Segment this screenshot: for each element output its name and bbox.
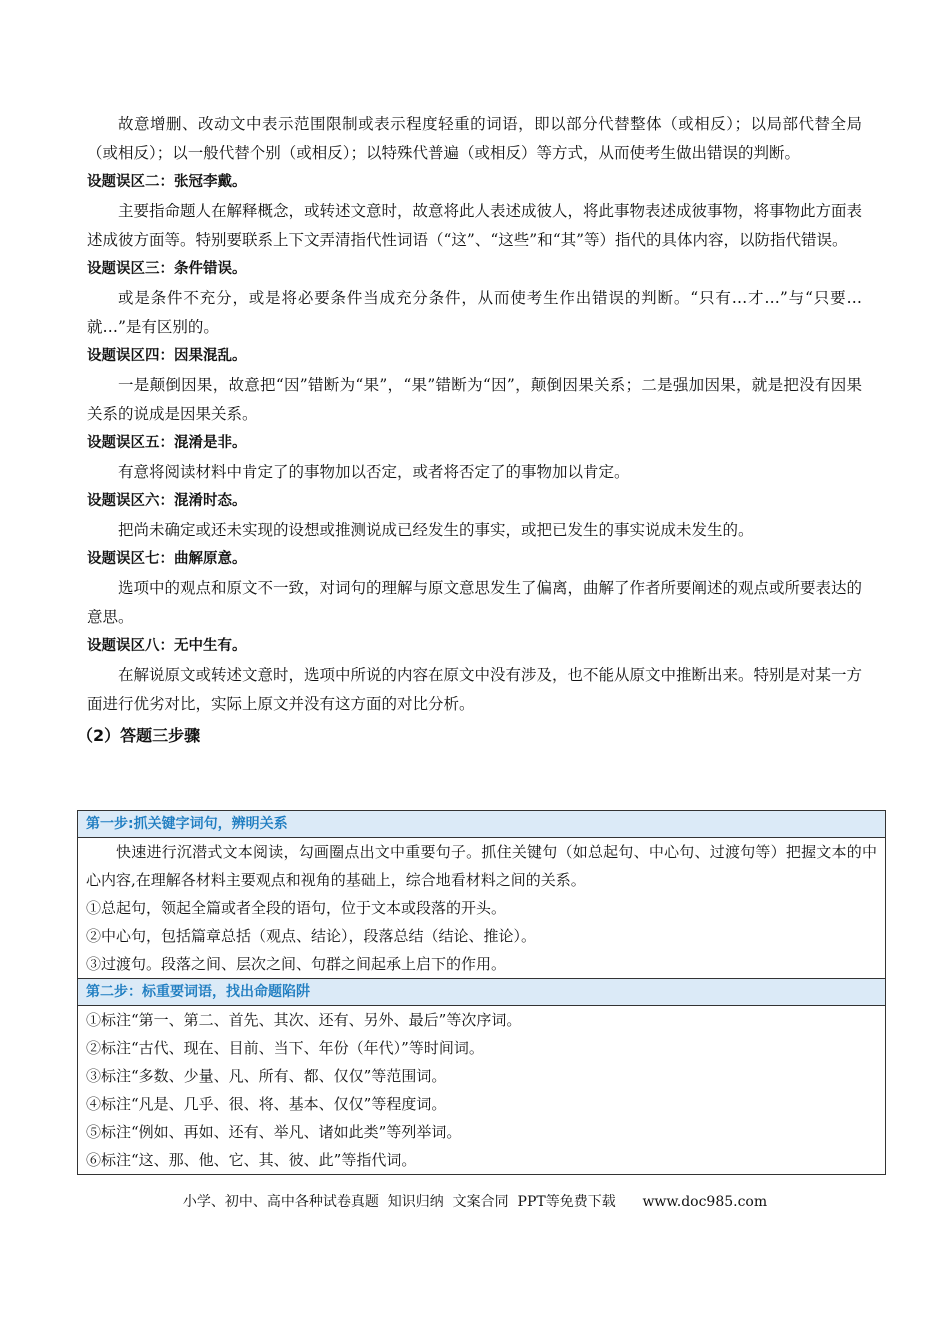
trap-text: 一是颠倒因果，故意把“因”错断为“果”，“果”错断为“因”，颠倒因果关系；二是强加因果，就是把没有因果关系的说成是因果关系。 bbox=[87, 376, 862, 423]
trap-text: 把尚未确定或还未实现的设想或推测说成已经发生的事实，或把已发生的事实说成未发生的。 bbox=[118, 521, 754, 539]
step-item: ②标注“古代、现在、目前、当下、年份（年代）”等时间词。 bbox=[86, 1039, 484, 1057]
trap-text: 或是条件不充分，或是将必要条件当成充分条件，从而使考生作出错误的判断。“只有…才…”与“只要…就…”是有区别的。 bbox=[87, 289, 862, 336]
trap-heading: 设题误区三：条件错误。 bbox=[87, 261, 247, 277]
trap-heading: 设题误区八：无中生有。 bbox=[87, 638, 247, 654]
footer-text: 小学、初中、高中各种试卷真题 知识归纳 文案合同 PPT等免费下载 bbox=[182, 1194, 616, 1210]
step-item: ①总起句，领起全篇或者全段的语句，位于文本或段落的开头。 bbox=[86, 899, 507, 917]
section-title: （2）答题三步骤 bbox=[77, 726, 201, 745]
step-item: ③标注“多数、少量、凡、所有、都、仅仅”等范围词。 bbox=[86, 1067, 447, 1085]
step-body bbox=[78, 838, 886, 979]
footer-url[interactable]: www.doc985.com bbox=[642, 1194, 768, 1210]
trap-heading: 设题误区六：混淆时态。 bbox=[87, 493, 247, 509]
trap-text: 有意将阅读材料中肯定了的事物加以否定，或者将否定了的事物加以肯定。 bbox=[118, 463, 630, 481]
trap-heading: 设题误区二：张冠李戴。 bbox=[87, 174, 247, 190]
step-intro: 快速进行沉潜式文本阅读，勾画圈点出文中重要句子。抓住关键句（如总起句、中心句、过渡句等）把握文本的中心内容,在理解各材料主要观点和视角的基础上，综合地看材料之间的关系。 bbox=[86, 843, 877, 889]
step-item: ⑤标注“例如、再如、还有、举凡、诸如此类”等列举词。 bbox=[86, 1123, 462, 1141]
main-content bbox=[77, 110, 863, 751]
step-item: ③过渡句。段落之间、层次之间、句群之间起承上启下的作用。 bbox=[86, 955, 507, 973]
trap-text: 在解说原文或转述文意时，选项中所说的内容在原文中没有涉及，也不能从原文中推断出来。特别是对某一方面进行优劣对比，实际上原文并没有这方面的对比分析。 bbox=[87, 666, 863, 713]
trap-heading: 设题误区七：曲解原意。 bbox=[87, 551, 247, 567]
step-header: 第二步：标重要词语，找出命题陷阱 bbox=[78, 979, 886, 1006]
step-body bbox=[78, 1006, 886, 1175]
trap-text: 选项中的观点和原文不一致，对词句的理解与原文意思发生了偏离，曲解了作者所要阐述的观点或所要表达的意思。 bbox=[87, 579, 863, 626]
step-item: ④标注“凡是、几乎、很、将、基本、仅仅”等程度词。 bbox=[86, 1095, 447, 1113]
step-item: ⑥标注“这、那、他、它、其、彼、此”等指代词。 bbox=[86, 1151, 417, 1169]
step-item: ①标注“第一、第二、首先、其次、还有、另外、最后”等次序词。 bbox=[86, 1011, 522, 1029]
page-footer bbox=[0, 1192, 950, 1212]
trap-text: 主要指命题人在解释概念，或转述文意时，故意将此人表述成彼人，将此事物表述成彼事物，将事物此方面表述成彼方面等。特别要联系上下文弄清指代性词语（“这”、“这些”和“其”等）指代的具体内容，以防指代错误。 bbox=[87, 202, 863, 249]
intro-paragraph: 故意增删、改动文中表示范围限制或表示程度轻重的词语，即以部分代替整体（或相反）；以局部代替全局（或相反）；以一般代替个别（或相反）；以特殊代普遍（或相反）等方式，从而使考生做出错误的判断。 bbox=[87, 115, 862, 162]
step-item: ②中心句，包括篇章总括（观点、结论），段落总结（结论、推论）。 bbox=[86, 927, 537, 945]
step-header: 第一步:抓关键字词句，辨明关系 bbox=[78, 811, 886, 838]
trap-heading: 设题误区四：因果混乱。 bbox=[87, 348, 247, 364]
trap-heading: 设题误区五：混淆是非。 bbox=[87, 435, 247, 451]
steps-table bbox=[77, 810, 886, 1175]
